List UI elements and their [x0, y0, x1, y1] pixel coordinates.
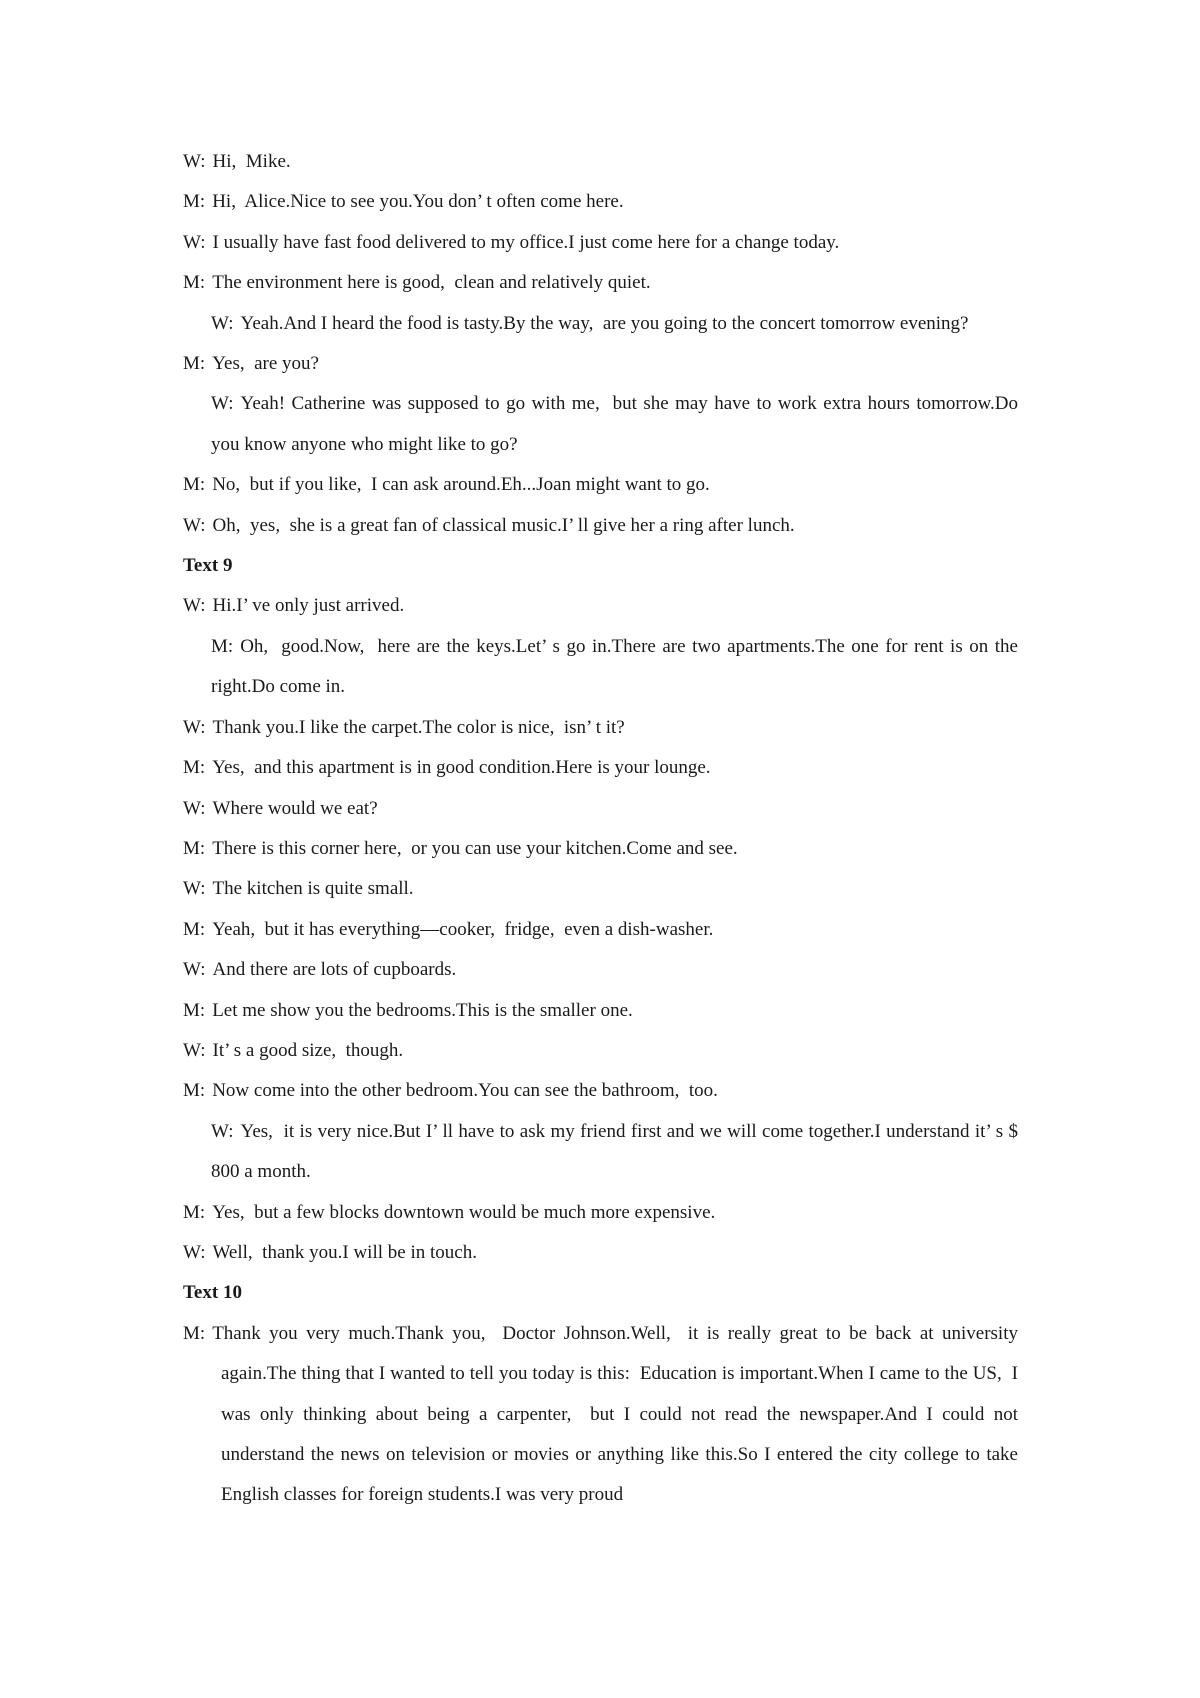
dialogue-text: Yes, and this apartment is in good condition.Here is your lounge. — [212, 757, 711, 779]
speaker-label: M: — [183, 1080, 206, 1102]
speaker-label: M: — [183, 191, 206, 213]
dialogue-text: Yeah.And I heard the food is tasty.By the way, are you going to the concert tomorrow evening? — [240, 312, 969, 334]
dialogue-paragraph — [183, 1193, 1018, 1233]
speaker-label: W: — [183, 959, 206, 981]
dialogue-paragraph — [183, 1071, 1018, 1111]
dialogue-paragraph — [183, 1233, 1018, 1273]
dialogue-text: No, but if you like, I can ask around.Eh...Joan might want to go. — [212, 474, 710, 496]
dialogue-text: Oh, good.Now, here are the keys.Let’ s go in.There are two apartments.The one for rent is on the right.Do come in. — [211, 635, 1023, 698]
dialogue-text: Now come into the other bedroom.You can see the bathroom, too. — [212, 1080, 718, 1102]
dialogue-text: Where would we eat? — [212, 797, 378, 819]
speaker-label: M: — [183, 353, 206, 375]
dialogue-text: Let me show you the bedrooms.This is the smaller one. — [212, 999, 633, 1021]
dialogue-text: Yes, it is very nice.But I’ ll have to ask my friend first and we will come together.I understand it’ s $ 800 a month. — [211, 1120, 1023, 1183]
speaker-label: W: — [183, 151, 206, 172]
speaker-label: M: — [183, 837, 206, 859]
dialogue-paragraph — [183, 465, 1018, 505]
speaker-label: M: — [183, 999, 206, 1021]
dialogue-paragraph — [183, 586, 1018, 626]
speaker-label: M: — [183, 1201, 206, 1223]
dialogue-text: Thank you very much.Thank you, Doctor Johnson.Well, it is really great to be back at university again.The thing that I wanted to tell you today is this: Education is important.When I came to the US, I was only thinking about being a carpenter, but I could not read the newspaper.And I could not understand the news on television or movies or anything like this.So I entered the city college to take English classes for foreign students.I was very proud — [212, 1322, 1023, 1506]
speaker-label: W: — [211, 393, 234, 415]
speaker-label: W: — [211, 1120, 234, 1142]
dialogue-text: Hi.I’ ve only just arrived. — [212, 595, 405, 617]
dialogue-paragraph — [211, 1112, 1023, 1193]
speaker-label: W: — [183, 231, 206, 253]
dialogue-text: The environment here is good, clean and relatively quiet. — [212, 272, 651, 294]
dialogue-paragraph — [183, 748, 1018, 788]
dialogue-paragraph — [183, 789, 1018, 829]
dialogue-paragraph — [183, 829, 1018, 869]
speaker-label: W: — [183, 595, 206, 617]
section-heading: Text 9 — [183, 555, 233, 577]
speaker-label: W: — [183, 1039, 206, 1061]
dialogue-text: Yeah! Catherine was supposed to go with me, but she may have to work extra hours tomorrow.Do you know anyone who might like to go? — [211, 393, 1023, 455]
dialogue-paragraph — [211, 384, 1023, 465]
dialogue-paragraph — [183, 142, 1018, 182]
speaker-label: M: — [183, 757, 206, 779]
speaker-label: M: — [183, 1322, 206, 1344]
dialogue-paragraph — [183, 1314, 1023, 1516]
speaker-label: W: — [183, 716, 206, 738]
dialogue-paragraph — [183, 950, 1018, 990]
dialogue-paragraph — [183, 506, 1018, 546]
dialogue-text: Hi, Alice.Nice to see you.You don’ t often come here. — [212, 191, 624, 213]
dialogue-text: Oh, yes, she is a great fan of classical music.I’ ll give her a ring after lunch. — [212, 514, 795, 536]
speaker-label: M: — [183, 918, 206, 940]
dialogue-text: Thank you.I like the carpet.The color is nice, isn’ t it? — [212, 716, 625, 738]
dialogue-paragraph — [183, 1031, 1018, 1071]
dialogue-paragraph — [183, 263, 1018, 303]
dialogue-paragraph — [183, 708, 1018, 748]
dialogue-text: Yeah, but it has everything—cooker, fridge, even a dish-washer. — [212, 918, 714, 940]
dialogue-paragraph — [183, 223, 1018, 263]
speaker-label: M: — [183, 272, 206, 294]
dialogue-text: The kitchen is quite small. — [212, 878, 414, 900]
dialogue-text: And there are lots of cupboards. — [212, 959, 457, 981]
dialogue-text: Well, thank you.I will be in touch. — [212, 1241, 477, 1263]
dialogue-paragraph — [183, 991, 1018, 1031]
dialogue-text: Yes, but a few blocks downtown would be much more expensive. — [212, 1201, 716, 1223]
dialogue-paragraph — [183, 910, 1018, 950]
speaker-label: W: — [183, 797, 206, 819]
speaker-label: W: — [183, 878, 206, 900]
speaker-label: W: — [183, 1241, 206, 1263]
dialogue-paragraph — [211, 304, 1018, 344]
speaker-label: M: — [211, 635, 234, 657]
dialogue-text: Hi, Mike. — [212, 151, 291, 172]
dialogue-paragraph — [183, 344, 1018, 384]
dialogue-paragraph — [183, 182, 1018, 222]
speaker-label: M: — [183, 474, 206, 496]
dialogue-paragraph — [183, 869, 1018, 909]
dialogue-text: There is this corner here, or you can use your kitchen.Come and see. — [212, 837, 738, 859]
dialogue-text: I usually have fast food delivered to my office.I just come here for a change today. — [212, 231, 840, 253]
speaker-label: W: — [211, 312, 234, 334]
dialogue-paragraph — [211, 627, 1023, 708]
transcript-document — [183, 142, 1023, 1516]
section-heading: Text 10 — [183, 1282, 242, 1304]
dialogue-text: It’ s a good size, though. — [212, 1039, 404, 1061]
speaker-label: W: — [183, 514, 206, 536]
dialogue-text: Yes, are you? — [212, 353, 319, 375]
